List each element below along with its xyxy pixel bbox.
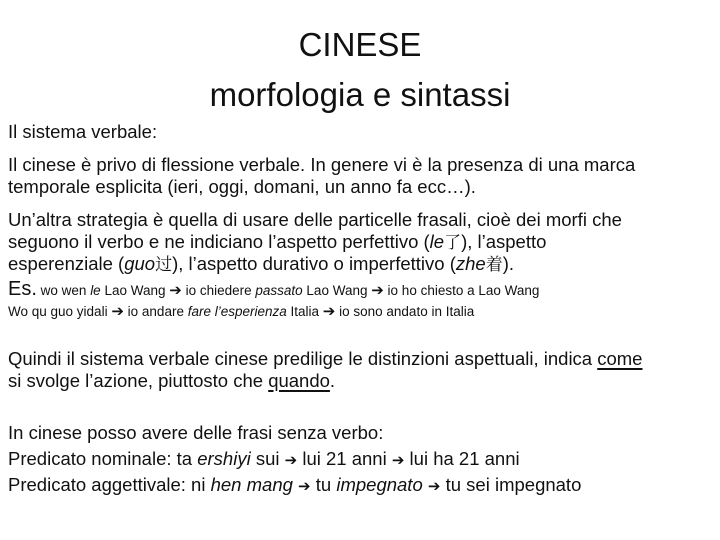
arrow-icon: ➔: [298, 478, 311, 495]
text-run: io chiedere: [181, 283, 256, 298]
text-run: .: [329, 370, 336, 391]
text-run: Wo qu guo yidali: [8, 304, 112, 319]
arrow-icon: ➔: [111, 303, 124, 320]
text-run: Quindi il sistema verbale cinese predilige le distinzioni aspettuali, indica: [8, 348, 598, 369]
text-run: io andare: [123, 304, 188, 319]
slide-title-line1: CINESE: [298, 26, 422, 63]
text-run: tu: [310, 474, 337, 495]
example-2: [8, 301, 716, 323]
paragraph-particles-line2: [8, 231, 716, 254]
text-run: ), l’aspetto durativo o imperfettivo (: [172, 253, 456, 274]
particle-guo: guo: [124, 253, 156, 274]
text-run: si svolge l’azione, piuttosto che: [8, 370, 269, 391]
arrow-icon: ➔: [284, 452, 298, 469]
text-run: Lao Wang: [100, 283, 170, 298]
text-run: seguono il verbo e ne indiciano l’aspetto perfettivo (: [8, 231, 430, 252]
verbless-heading: In cinese posso avere delle frasi senza verbo:: [8, 422, 384, 443]
text-run: Predicato nominale: ta: [8, 448, 198, 469]
verbal-system-heading: Il sistema verbale:: [8, 121, 158, 142]
slide-title-line2: morfologia e sintassi: [209, 76, 511, 113]
text-run: io sono andato in Italia: [335, 304, 475, 319]
emphasis-quando: quando: [268, 370, 330, 391]
paragraph-aspect-line1: [8, 348, 716, 370]
hanzi-zhe: 着: [485, 255, 503, 275]
text-run: ), l’aspetto: [461, 231, 547, 252]
paragraph-particles-line1: Un’altra strategia è quella di usare delle particelle frasali, cioè dei morfi che: [8, 209, 622, 230]
adjectival-predicate-line: [8, 474, 716, 498]
text-run: wo wen: [36, 283, 91, 298]
text-run: lui 21 anni: [297, 448, 392, 469]
word-ershiyi: ershiyi: [197, 448, 251, 469]
paragraph-flexion-line2: temporale esplicita (ieri, oggi, domani, un anno fa ecc…).: [8, 176, 476, 197]
emphasis-come: come: [597, 348, 643, 369]
gloss-passato: passato: [255, 283, 303, 298]
example-label: Es.: [8, 278, 37, 300]
particle-le: le: [429, 231, 445, 252]
particle-le: le: [90, 283, 101, 298]
text-run: ).: [502, 253, 515, 274]
text-run: Lao Wang: [302, 283, 372, 298]
text-run: tu sei impegnato: [440, 474, 582, 495]
arrow-icon: ➔: [322, 303, 336, 320]
text-run: esperenziale (: [8, 253, 125, 274]
text-run: io ho chiesto a Lao Wang: [383, 283, 540, 298]
particle-zhe: zhe: [455, 253, 486, 274]
hanzi-le: 了: [444, 233, 462, 253]
text-run: Italia: [286, 304, 323, 319]
arrow-icon: ➔: [427, 478, 441, 495]
example-1: [8, 278, 716, 302]
text-run: sui: [250, 448, 285, 469]
paragraph-flexion-line1: Il cinese è privo di flessione verbale. In genere vi è la presenza di una marca: [8, 154, 636, 175]
hanzi-guo: 过: [155, 255, 173, 275]
arrow-icon: ➔: [169, 282, 182, 299]
gloss-fare: fare l’esperienza: [187, 304, 287, 319]
arrow-icon: ➔: [391, 452, 405, 469]
arrow-icon: ➔: [371, 282, 384, 299]
paragraph-aspect-line2: [8, 370, 716, 392]
text-run: lui ha 21 anni: [404, 448, 520, 469]
paragraph-particles-line3: [8, 253, 716, 276]
nominal-predicate-line: [8, 448, 716, 472]
word-impegnato: impegnato: [336, 474, 423, 495]
text-run: Predicato aggettivale: ni: [8, 474, 211, 495]
word-hen-mang: hen mang: [210, 474, 293, 495]
